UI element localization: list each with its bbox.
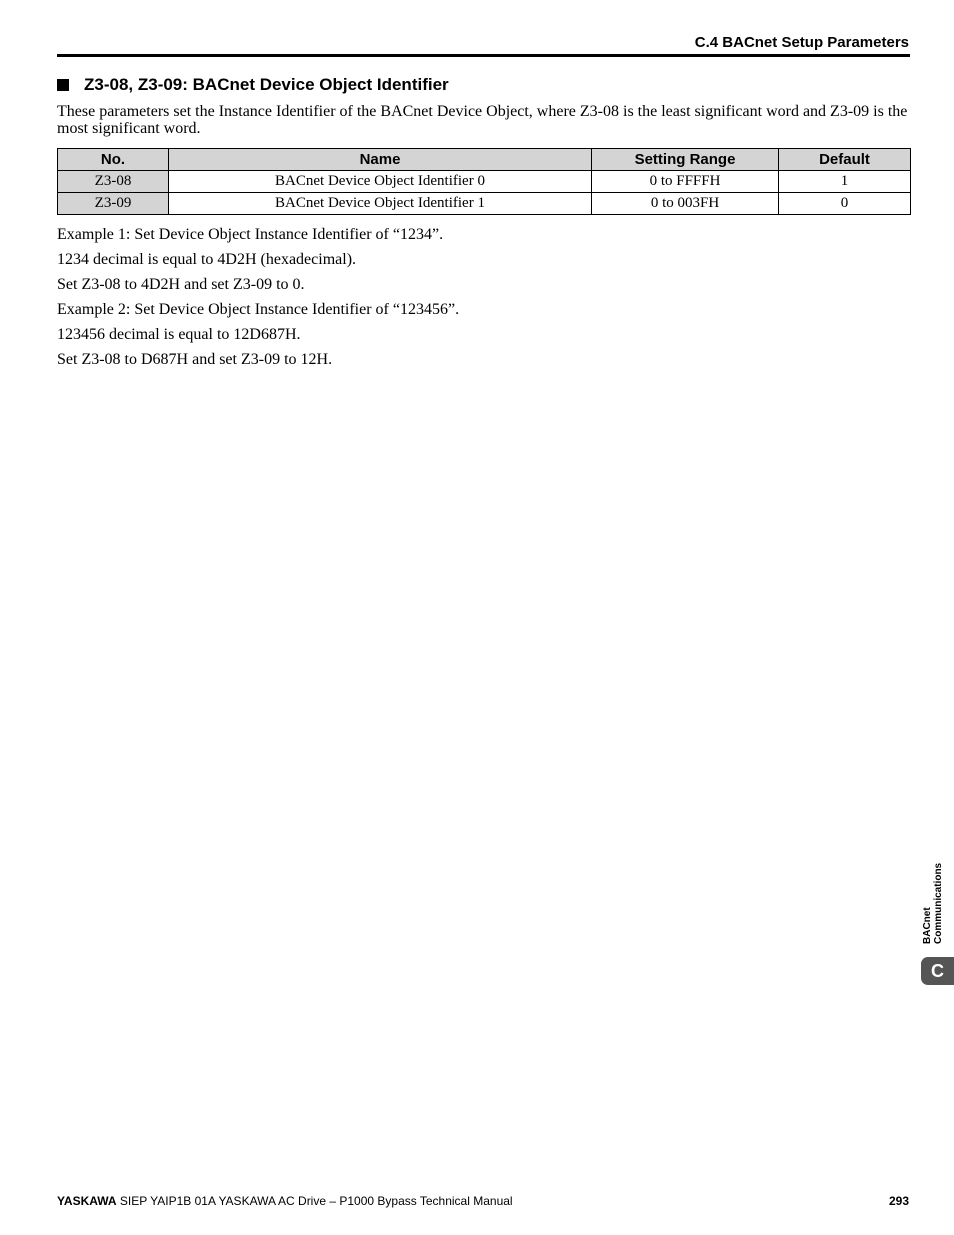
- example-line: 1234 decimal is equal to 4D2H (hexadecimal).: [57, 251, 357, 268]
- example-line: Example 2: Set Device Object Instance Identifier of “123456”.: [57, 301, 460, 318]
- cell-no: Z3-09: [58, 193, 169, 215]
- table-header-row: [58, 149, 911, 171]
- side-tab-label-line2: Communications: [933, 862, 944, 944]
- table-row: [58, 171, 911, 193]
- column-header-default: Default: [779, 149, 911, 171]
- cell-setting-range: 0 to 003FH: [592, 193, 779, 215]
- cell-setting-range: 0 to FFFFH: [592, 171, 779, 193]
- footer-brand: YASKAWA: [57, 1194, 117, 1208]
- chapter-tab: C: [921, 957, 954, 985]
- section-heading: [57, 75, 449, 95]
- footer-manual-info: [57, 1194, 513, 1208]
- example-line: Set Z3-08 to D687H and set Z3-09 to 12H.: [57, 351, 333, 368]
- column-header-name: Name: [169, 149, 592, 171]
- column-header-setting-range: Setting Range: [592, 149, 779, 171]
- cell-default: 1: [779, 171, 911, 193]
- parameter-table: [57, 148, 911, 215]
- side-tab-label-line1: BACnet: [922, 907, 933, 944]
- column-header-no: No.: [58, 149, 169, 171]
- page-number: 293: [888, 1194, 909, 1208]
- header-section-title: C.4 BACnet Setup Parameters: [694, 34, 909, 51]
- square-bullet-icon: [57, 79, 69, 91]
- examples-block: [57, 224, 459, 374]
- section-heading-text: Z3-08, Z3-09: BACnet Device Object Identifier: [84, 75, 449, 94]
- header-rule: [57, 54, 910, 57]
- example-line: Set Z3-08 to 4D2H and set Z3-09 to 0.: [57, 276, 305, 293]
- intro-paragraph: These parameters set the Instance Identifier of the BACnet Device Object, where Z3-08 is the least significant word and Z3-09 is the most significant word.: [57, 103, 908, 137]
- cell-default: 0: [779, 193, 911, 215]
- cell-name: BACnet Device Object Identifier 0: [169, 171, 592, 193]
- example-line: Example 1: Set Device Object Instance Identifier of “1234”.: [57, 226, 444, 243]
- table-row: [58, 193, 911, 215]
- cell-name: BACnet Device Object Identifier 1: [169, 193, 592, 215]
- example-line: 123456 decimal is equal to 12D687H.: [57, 326, 301, 343]
- footer-manual-title: SIEP YAIP1B 01A YASKAWA AC Drive – P1000 Bypass Technical Manual: [119, 1194, 513, 1208]
- cell-no: Z3-08: [58, 171, 169, 193]
- side-tab-label: [922, 863, 944, 944]
